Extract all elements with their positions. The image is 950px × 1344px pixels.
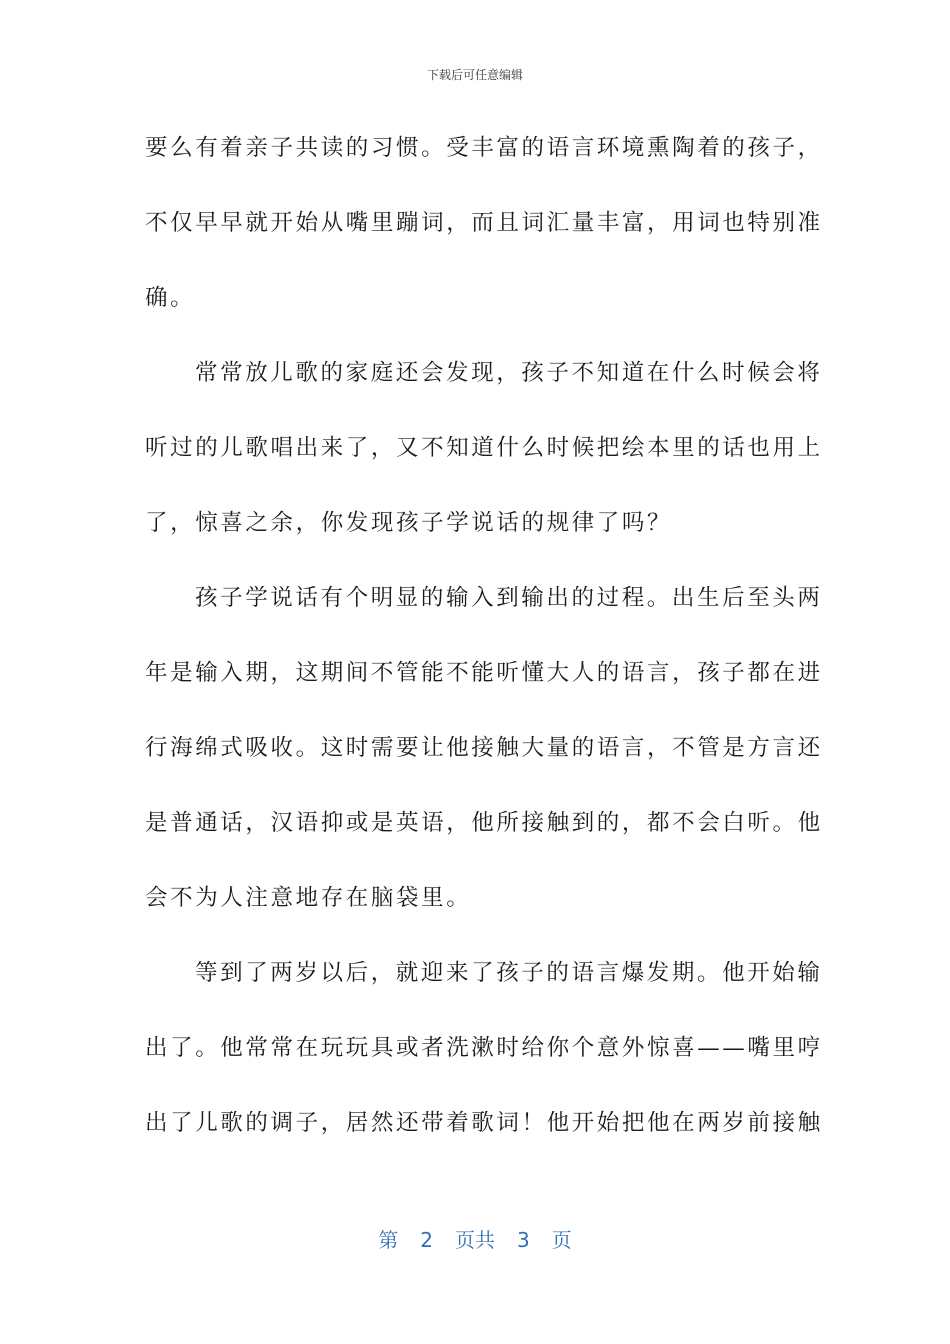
body-text [145, 116, 823, 1166]
text-line: 行海绵式吸收。这时需要让他接触大量的语言，不管是方言还 [145, 735, 823, 761]
footer-middle: 页共 [455, 1228, 495, 1252]
text-line: 出了。他常常在玩玩具或者洗漱时给你个意外惊喜——嘴里哼 [145, 1035, 823, 1061]
paragraph-first-line: 孩子学说话有个明显的输入到输出的过程。出生后至头两 [195, 585, 823, 611]
text-line: 是普通话，汉语抑或是英语，他所接触到的，都不会白听。他 [145, 810, 823, 836]
text-line: 确。 [145, 285, 196, 311]
text-line: 了，惊喜之余，你发现孩子学说话的规律了吗？ [145, 510, 673, 536]
footer-suffix: 页 [551, 1228, 572, 1252]
paragraph-first-line: 等到了两岁以后，就迎来了孩子的语言爆发期。他开始输 [195, 960, 823, 986]
text-line: 年是输入期，这期间不管能不能听懂大人的语言，孩子都在进 [145, 660, 823, 686]
paragraph-first-line: 常常放儿歌的家庭还会发现，孩子不知道在什么时候会将 [195, 360, 823, 386]
page-footer [0, 1224, 950, 1253]
text-line: 要么有着亲子共读的习惯。受丰富的语言环境熏陶着的孩子， [145, 135, 823, 161]
total-page-count: 3 [517, 1228, 530, 1252]
text-line: 不仅早早就开始从嘴里蹦词，而且词汇量丰富，用词也特别准 [145, 210, 823, 236]
text-line: 会不为人注意地存在脑袋里。 [145, 885, 472, 911]
text-line: 听过的儿歌唱出来了，又不知道什么时候把绘本里的话也用上 [145, 435, 823, 461]
page-header: 下载后可任意编辑 [426, 68, 523, 82]
text-line: 出了儿歌的调子，居然还带着歌词！他开始把他在两岁前接触 [145, 1110, 823, 1136]
footer-prefix: 第 [378, 1228, 399, 1252]
current-page-number: 2 [420, 1228, 433, 1252]
